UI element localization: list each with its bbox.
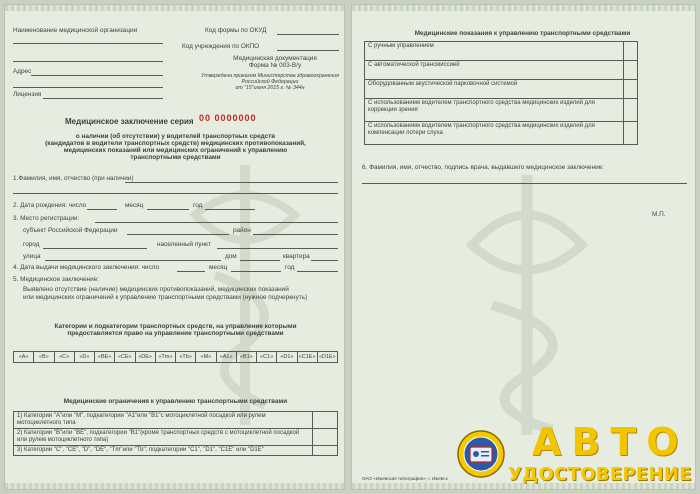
okud-label: Код формы по ОКУД	[205, 27, 267, 34]
license-seal-icon	[456, 428, 506, 480]
category-cell: «M»	[195, 351, 215, 363]
category-cell: «DE»	[135, 351, 155, 363]
guilloche-border	[5, 483, 344, 489]
indication-text: С использованием водителем транспортного средства медицинских изделий для коррекции зрения	[365, 99, 624, 122]
conclusion-text-1: Выявлено отсутствие (наличие) медицинских противопоказаний, медицинских показаний	[23, 286, 289, 293]
restriction-checkbox	[313, 429, 338, 446]
category-cell: «B»	[33, 351, 53, 363]
apartment-label: квартира	[283, 253, 310, 260]
item-2-birthdate: 2. Дата рождения: число	[13, 202, 87, 209]
city-label: город	[23, 241, 40, 248]
table-row	[365, 122, 638, 145]
document-title: Медицинское заключение серия	[65, 117, 194, 126]
approved-note-1: Утверждена приказом Министерства здравоохранения	[201, 73, 339, 79]
indication-checkbox	[624, 99, 638, 122]
org-name-label: Наименование медицинской организации	[13, 27, 138, 34]
restriction-text: 3) Категории "C", "CE", "D", "DE", "Tm"или "Tb"; подкатегории "C1", "D1", "C1E" или "D1E"	[14, 446, 313, 456]
restrictions-title: Медицинские ограничения к управлению транспортными средствами	[63, 398, 288, 405]
category-cell: «D1»	[276, 351, 296, 363]
category-cell: «Tb»	[175, 351, 195, 363]
indication-checkbox	[624, 80, 638, 99]
left-page	[4, 4, 345, 490]
category-cell: «A1»	[216, 351, 236, 363]
indication-text: Оборудованным акустической парковочной системой	[365, 80, 624, 99]
item-1-name: 1.Фамилия, имя, отчество (при наличии)	[13, 175, 134, 182]
indications-table	[364, 41, 638, 145]
restriction-text: 1) Категории "A"или "M", подкатегории "A1"или "B1"с мотоциклетной посадкой или рулем мотоциклетного типа	[14, 412, 313, 429]
subtitle-4: транспортными средствами	[130, 154, 221, 161]
category-cell: «C1»	[256, 351, 276, 363]
categories-title-2: предоставляется право на управление транспортными средствами	[67, 330, 284, 337]
subtitle-2: (кандидатов в водители транспортных средств) медицинских противопоказаний,	[45, 140, 306, 147]
printer-note: ОАО «Ижевская типография», г. Ижевск	[362, 476, 448, 481]
category-cell: «D1E»	[317, 351, 338, 363]
settlement-label: населенный пункт	[157, 241, 211, 248]
avto-udostoverenie-logo	[456, 420, 700, 492]
categories-title-1: Категории и подкатегории транспортных средств, на управление которыми	[54, 323, 297, 330]
subtitle-1: о наличии (об отсутствии) у водителей транспортных средств	[75, 133, 276, 140]
category-cell: «BE»	[94, 351, 114, 363]
address-label: Адрес	[13, 68, 32, 75]
indications-title: Медицинские показания к управлению транспортными средствами	[414, 30, 631, 37]
guilloche-border	[5, 5, 344, 11]
okpo-label: Код учреждения по ОКПО	[182, 43, 260, 50]
restriction-text: 2) Категории "B"или "BE", подкатегории "B1"(кроме транспортных средств с мотоциклетной посадкой или рулем мотоциклетного типа)	[14, 429, 313, 446]
category-cell: «C1E»	[297, 351, 317, 363]
med-doc-label: Медицинская документация	[233, 55, 317, 62]
indication-checkbox	[624, 61, 638, 80]
license-label: Лицензия	[13, 91, 42, 98]
restriction-checkbox	[313, 446, 338, 456]
table-row	[365, 99, 638, 122]
approved-note-3: от "15"июня 2015 г. № 344н	[235, 85, 305, 91]
street-label: улица	[23, 253, 41, 260]
table-row	[14, 429, 338, 446]
item-6-doctor: 6. Фамилия, имя, отчество, подпись врача, выдавшего медицинское заключение:	[362, 164, 604, 171]
district-label: район	[233, 227, 251, 234]
restrictions-table	[13, 411, 338, 456]
series-number: 00 0000000	[199, 113, 257, 123]
category-cell: «A»	[13, 351, 33, 363]
table-row	[14, 446, 338, 456]
form-number: Форма № 003-В/у	[248, 62, 302, 69]
month-label: месяц	[125, 202, 144, 209]
table-row	[14, 412, 338, 429]
indication-checkbox	[624, 122, 638, 145]
right-page	[351, 4, 696, 490]
category-cell: «CE»	[114, 351, 134, 363]
item-3-registration: 3. Место регистрации:	[13, 215, 80, 222]
house-label: дом	[225, 253, 237, 260]
categories-row	[13, 351, 338, 363]
approved-note-2: Российской Федерации	[241, 79, 299, 85]
item-5-conclusion: 5. Медицинское заключение:	[13, 276, 99, 283]
logo-text-top: АВТО	[532, 420, 689, 464]
category-cell: «C»	[54, 351, 74, 363]
table-row	[365, 61, 638, 80]
logo-text-bottom: УДОСТОВЕРЕНИЕ	[508, 464, 692, 485]
category-cell: «Tm»	[155, 351, 175, 363]
indication-text: С использованием водителем транспортного средства медицинских изделий для компенсации потери слуха	[365, 122, 624, 145]
item-4-issue-date: 4. Дата выдачи медицинского заключения: число	[13, 264, 160, 271]
table-row	[365, 42, 638, 61]
category-cell: «B1»	[236, 351, 256, 363]
caduceus-watermark	[432, 165, 622, 445]
subject-label: субъект Российской Федерации	[23, 227, 118, 234]
indication-checkbox	[624, 42, 638, 61]
indication-text: С автоматической трансмиссией	[365, 61, 624, 80]
indication-text: С ручным управлением	[365, 42, 624, 61]
month-label-2: месяц	[209, 264, 228, 271]
guilloche-border	[352, 5, 695, 11]
category-cell: «D»	[74, 351, 94, 363]
subtitle-3: медицинских показаний или медицинских ограничений к управлению	[63, 147, 288, 154]
year-label: год	[193, 202, 203, 209]
stamp-placeholder: М.П.	[652, 211, 666, 218]
year-label-2: год	[285, 264, 295, 271]
restriction-checkbox	[313, 412, 338, 429]
table-row	[365, 80, 638, 99]
conclusion-text-2: или медицинских ограничений к управлению транспортными средствами (нужное подчеркнуть)	[23, 294, 308, 301]
